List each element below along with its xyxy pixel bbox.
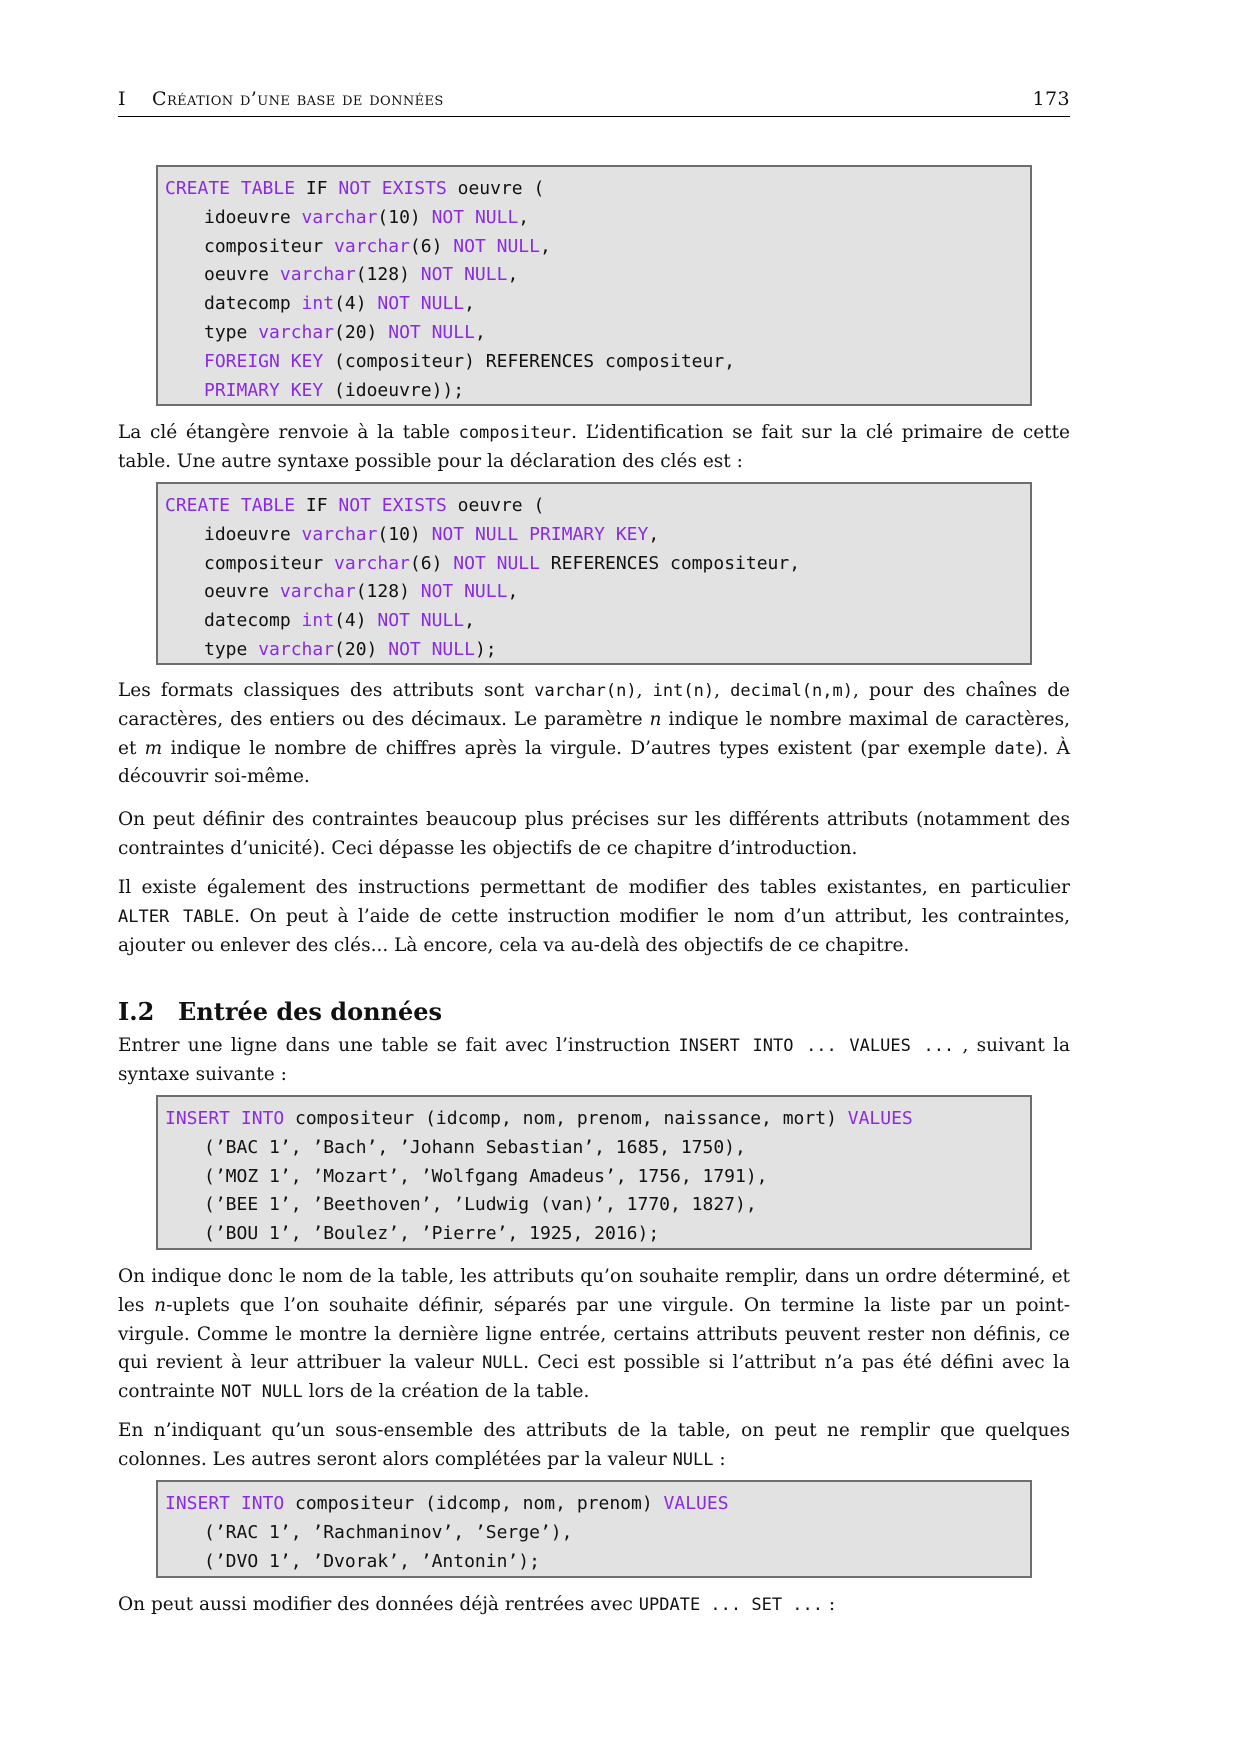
sql-keyword: int <box>301 293 335 315</box>
text-run: , <box>464 610 475 632</box>
text-run: Les formats classiques des attributs sont <box>118 680 535 701</box>
code-line <box>165 1191 1030 1220</box>
text-run: (’BAC 1’, ’Bach’, ’Johann Sebastian’, 1685, 1750), <box>204 1136 746 1158</box>
text-run: REFERENCES compositeur, <box>539 552 801 574</box>
inline-code: NULL <box>672 1449 714 1470</box>
sql-keyword: varchar <box>334 552 410 574</box>
inline-code: UPDATE ... SET ... <box>638 1595 824 1615</box>
math-variable: n <box>649 708 662 730</box>
text-run: , <box>539 235 551 257</box>
code-line <box>165 1548 1030 1577</box>
text-run: , <box>714 680 731 701</box>
sql-keyword: NOT NULL <box>377 610 465 632</box>
text-run: On peut définir des contraintes beaucoup plus précises sur les différents attributs (notamment des contraintes d’unicité). Ceci dépasse les objectifs de ce chapitre d’introduction. <box>118 809 1070 859</box>
running-header <box>118 86 1070 117</box>
text-run: , <box>464 293 475 315</box>
paragraph-formats <box>118 677 1070 792</box>
math-variable: n <box>154 1294 167 1316</box>
text-run: type <box>204 638 259 660</box>
paragraph-insert-explain <box>118 1263 1070 1407</box>
sql-keyword: NOT NULL <box>453 552 540 574</box>
inline-code: ALTER TABLE <box>118 906 235 927</box>
code-line <box>165 1163 1030 1192</box>
sql-keyword: VALUES <box>847 1108 913 1129</box>
text-run: , <box>507 264 519 286</box>
code-line <box>165 233 1030 262</box>
code-line <box>165 204 1030 233</box>
sql-keyword: int <box>301 610 335 632</box>
text-run: (’BOU 1’, ’Boulez’, ’Pierre’, 1925, 2016); <box>204 1223 660 1245</box>
text-run: datecomp <box>204 293 302 315</box>
text-run: (’MOZ 1’, ’Mozart’, ’Wolfgang Amadeus’, 1756, 1791), <box>204 1165 768 1187</box>
text-run: compositeur (idcomp, nom, prenom) <box>284 1493 664 1514</box>
paragraph-update <box>118 1591 1070 1620</box>
text-run: (128) <box>355 264 421 286</box>
text-run: . Ceci est possible si l’attribut n’a pas été défini avec la contrainte <box>118 1352 1070 1403</box>
text-run: , <box>518 206 530 228</box>
text-run: (compositeur) REFERENCES compositeur, <box>323 350 736 372</box>
sql-keyword: NOT NULL <box>420 581 508 603</box>
paragraph-insert-intro <box>118 1032 1070 1090</box>
text-run: compositeur (idcomp, nom, prenom, naissance, mort) <box>284 1108 848 1129</box>
text-run: (20) <box>334 321 389 343</box>
inline-code: varchar(n) <box>534 681 637 701</box>
code-line <box>165 1134 1030 1163</box>
text-run: : <box>713 1448 726 1470</box>
text-run: compositeur <box>204 552 335 574</box>
text-run: ); <box>474 638 497 660</box>
text-run: oeuvre ( <box>446 178 545 199</box>
code-block-create-table-1 <box>156 165 1032 406</box>
sql-keyword: NOT NULL <box>377 293 465 315</box>
inline-code: INSERT INTO ... VALUES ... <box>678 1036 955 1056</box>
code-line <box>165 1490 1030 1519</box>
inline-code: NULL <box>482 1353 524 1374</box>
section-heading <box>118 997 442 1026</box>
text-run: compositeur <box>204 235 335 257</box>
text-run: , suivant la syntaxe suivante : <box>118 1035 1071 1085</box>
paragraph-contraintes <box>118 806 1070 864</box>
text-run: -uplets que l’on souhaite définir, séparés par une virgule. On termine la liste par un point-virgule. Comme le montre la dernière ligne entrée, certains attributs peuvent rester non définis, ce qui revient à leur attribuer la valeur <box>118 1294 1070 1374</box>
text-run: (20) <box>334 638 389 660</box>
code-line <box>165 377 1030 406</box>
text-run: idoeuvre <box>204 206 302 228</box>
text-run: (’DVO 1’, ’Dvorak’, ’Antonin’); <box>204 1550 540 1572</box>
text-run: datecomp <box>204 610 302 632</box>
code-block-create-table-2 <box>156 482 1032 665</box>
text-run: (idoeuvre)); <box>323 379 465 401</box>
code-line <box>165 1105 1030 1134</box>
text-run: (10) <box>377 523 432 545</box>
inline-code: decimal(n,m) <box>730 681 853 701</box>
text-run: indique le nombre maximal de caractères, et <box>118 708 1070 759</box>
page-number: 173 <box>1032 88 1070 110</box>
code-line <box>165 290 1030 319</box>
text-run: IF <box>295 178 339 199</box>
text-run: Il existe également des instructions permettant de modifier des tables existantes, en particulier <box>118 877 1070 898</box>
sql-keyword: NOT NULL <box>388 638 475 660</box>
text-run: (6) <box>409 235 454 257</box>
text-run: oeuvre ( <box>446 495 545 516</box>
text-run: (4) <box>334 293 378 315</box>
text-run: IF <box>295 495 339 516</box>
sql-keyword: varchar <box>258 638 335 660</box>
code-line <box>165 521 1030 550</box>
code-line <box>165 1220 1030 1249</box>
text-run: Entrer une ligne dans une table se fait avec l’instruction <box>118 1035 679 1056</box>
text-run: , pour des chaînes de caractères, des entiers ou des décimaux. Le paramètre <box>118 680 1071 730</box>
header-section-number: I <box>118 88 126 110</box>
text-run: ). À découvrir soi-même. <box>118 737 1071 788</box>
code-line <box>165 636 1030 665</box>
header-section-title: Création d’une base de données <box>152 88 444 110</box>
sql-keyword: varchar <box>258 321 335 343</box>
text-run: (128) <box>355 581 421 603</box>
sql-keyword: varchar <box>334 235 410 257</box>
text-run: (’BEE 1’, ’Beethoven’, ’Ludwig (van)’, 1770, 1827), <box>204 1194 757 1216</box>
sql-keyword: varchar <box>301 523 378 545</box>
text-run: En n’indiquant qu’un sous-ensemble des attributs de la table, on peut ne remplir que quelques colonnes. Les autres seront alors complétées par la valeur <box>118 1420 1070 1470</box>
text-run: , <box>474 321 486 343</box>
sql-keyword: NOT NULL <box>453 235 540 257</box>
text-run: oeuvre <box>204 264 280 286</box>
code-block-insert-2 <box>156 1480 1032 1578</box>
sql-keyword: NOT NULL <box>388 321 475 343</box>
code-line <box>165 550 1030 579</box>
text-run: oeuvre <box>204 581 280 603</box>
text-run: (4) <box>334 610 378 632</box>
sql-keyword: NOT NULL <box>420 264 508 286</box>
text-run: (’RAC 1’, ’Rachmaninov’, ’Serge’), <box>204 1521 573 1543</box>
sql-keyword: PRIMARY KEY <box>204 379 324 401</box>
code-line <box>165 492 1030 521</box>
text-run: , <box>636 680 653 701</box>
paragraph-foreign-key <box>118 419 1070 477</box>
sql-keyword: INSERT INTO <box>165 1493 285 1514</box>
code-line <box>165 175 1030 204</box>
sql-keyword: varchar <box>279 264 356 286</box>
text-run: . On peut à l’aide de cette instruction modifier le nom d’un attribut, les contraintes, ajouter ou enlever des clés... Là encore, cela va au-delà des objectifs de ce chapitre. <box>118 905 1070 956</box>
text-run: indique le nombre de chiffres après la virgule. D’autres types existent (par exemple <box>162 737 995 759</box>
text-run: , <box>648 523 660 545</box>
sql-keyword: NOT NULL <box>431 206 519 228</box>
sql-keyword: CREATE TABLE <box>165 178 296 199</box>
section-number: I.2 <box>118 997 155 1026</box>
paragraph-alter-table <box>118 874 1070 960</box>
section-title: Entrée des données <box>178 997 443 1026</box>
paragraph-subset <box>118 1417 1070 1475</box>
sql-keyword: varchar <box>279 581 356 603</box>
sql-keyword: VALUES <box>663 1493 729 1514</box>
sql-keyword: NOT EXISTS <box>338 178 447 199</box>
text-run: , <box>507 581 519 603</box>
sql-keyword: NOT NULL PRIMARY KEY <box>431 523 649 545</box>
inline-code: int(n) <box>652 681 715 701</box>
code-line <box>165 607 1030 636</box>
code-line <box>165 578 1030 607</box>
text-run: La clé étangère renvoie à la table <box>118 422 459 443</box>
code-line <box>165 261 1030 290</box>
text-run: (6) <box>409 552 454 574</box>
code-line <box>165 1519 1030 1548</box>
inline-code: NOT NULL <box>220 1382 303 1403</box>
sql-keyword: CREATE TABLE <box>165 495 296 516</box>
sql-keyword: NOT EXISTS <box>338 495 447 516</box>
code-line <box>165 319 1030 348</box>
math-variable: m <box>144 737 163 759</box>
text-run: lors de la création de la table. <box>302 1381 590 1403</box>
text-run: : <box>823 1594 836 1615</box>
sql-keyword: varchar <box>301 206 378 228</box>
text-run: type <box>204 321 259 343</box>
text-run: On indique donc le nom de la table, les attributs qu’on souhaite remplir, dans un ordre déterminé, et les <box>118 1266 1070 1316</box>
sql-keyword: INSERT INTO <box>165 1108 285 1129</box>
code-block-insert-1 <box>156 1095 1032 1250</box>
inline-code: compositeur <box>458 423 572 443</box>
code-line <box>165 348 1030 377</box>
text-run: . L’identification se fait sur la clé primaire de cette table. Une autre syntaxe possible pour la déclaration des clés est : <box>118 422 1070 472</box>
text-run: (10) <box>377 206 432 228</box>
sql-keyword: FOREIGN KEY <box>204 350 324 372</box>
inline-code: date <box>994 738 1036 759</box>
text-run: On peut aussi modifier des données déjà rentrées avec <box>118 1594 639 1615</box>
text-run: idoeuvre <box>204 523 302 545</box>
